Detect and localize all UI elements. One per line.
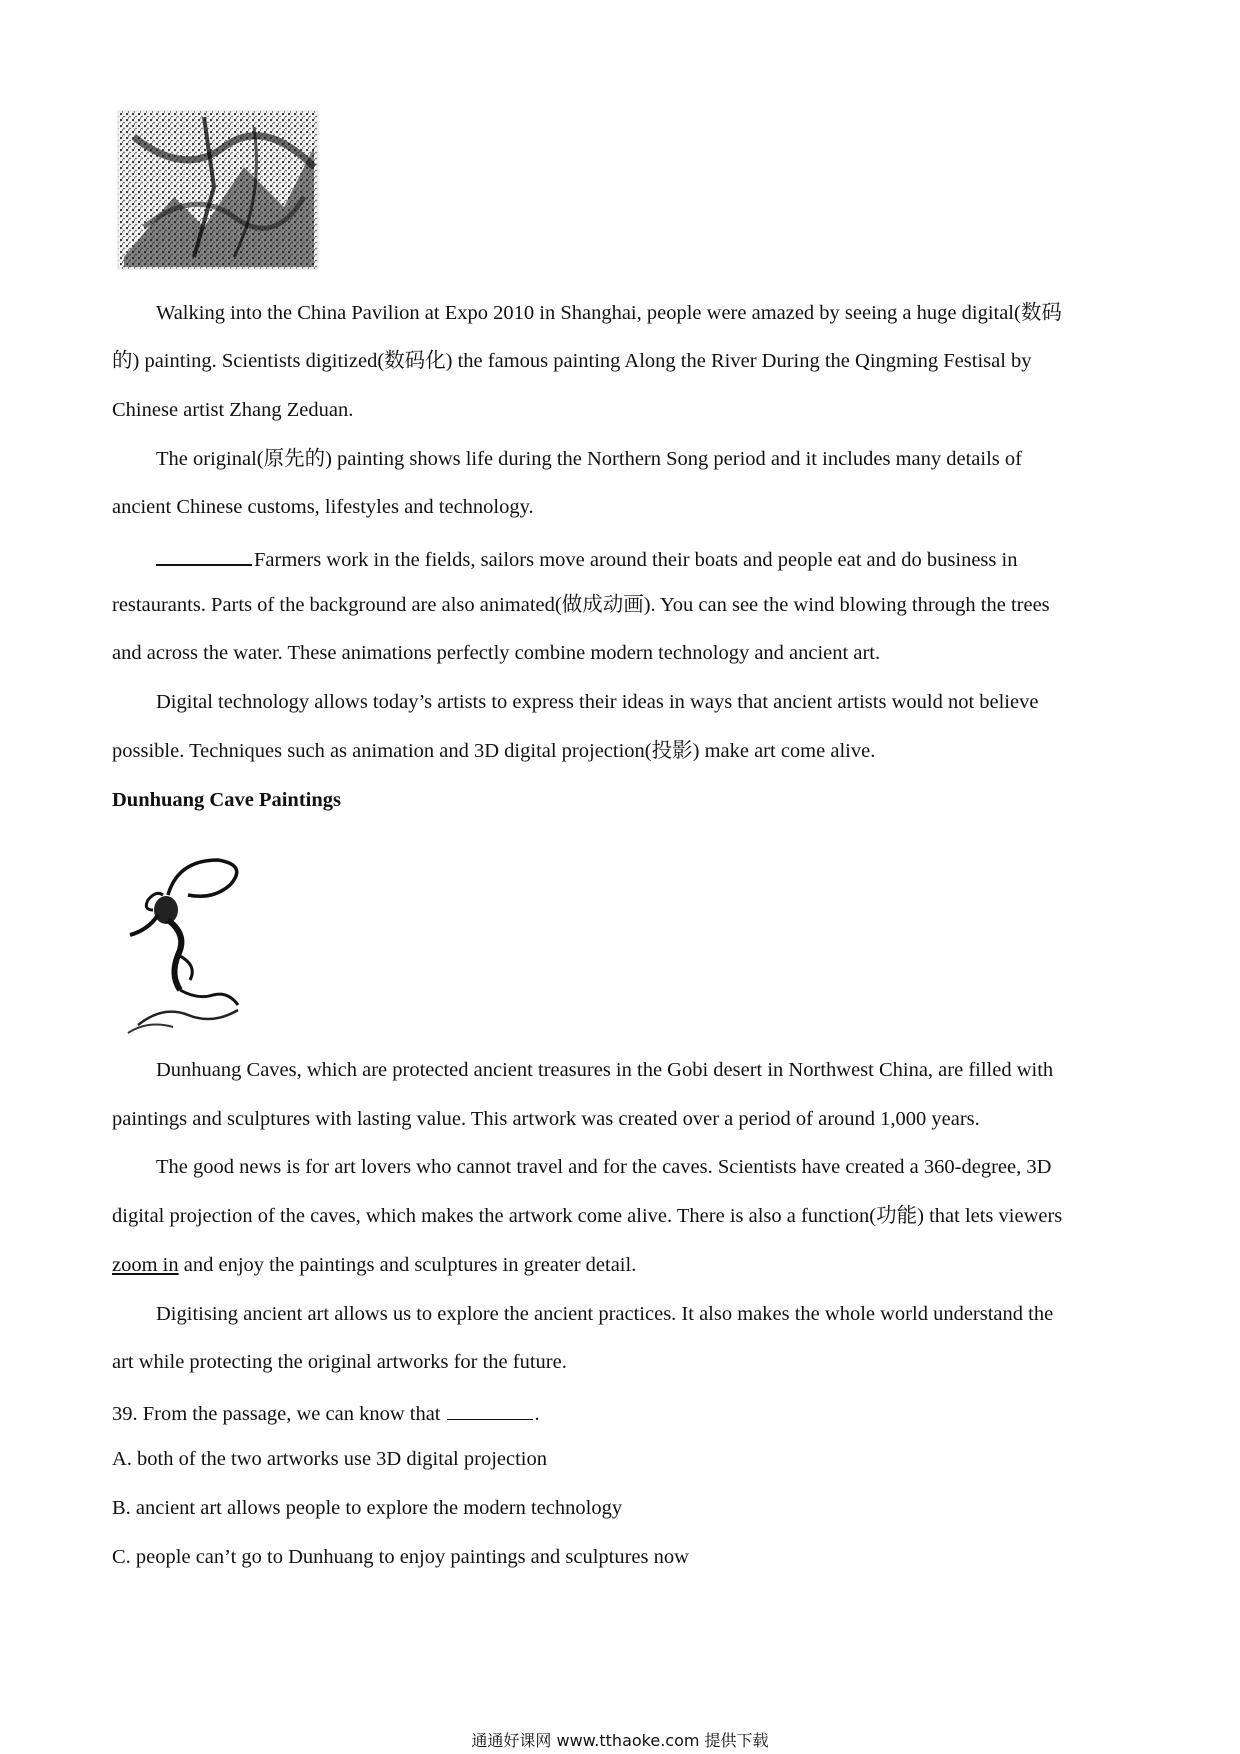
footer-text: 通通好课网 www.tthaoke.com 提供下载 xyxy=(471,1731,769,1750)
p7-line-1: Digitising ancient art allows us to explore the ancient practices. It also makes the whole world understand the xyxy=(156,1303,1054,1325)
p2-line-2: ancient Chinese customs, lifestyles and technology. xyxy=(112,496,534,518)
underlined-phrase: zoom in xyxy=(112,1254,179,1276)
section-heading: Dunhuang Cave Paintings xyxy=(112,789,341,811)
p3-line-3: and across the water. These animations perfectly combine modern technology and ancient art. xyxy=(112,642,881,664)
qingming-painting-image xyxy=(114,107,324,277)
p7-line-2: art while protecting the original artworks for the future. xyxy=(112,1351,567,1373)
p1-line-1: Walking into the China Pavilion at Expo 2010 in Shanghai, people were amazed by seeing a huge digital(数码 xyxy=(156,302,1062,324)
question-blank xyxy=(447,1401,533,1420)
p6-line-1: The good news is for art lovers who cannot travel and for the caves. Scientists have created a 360-degree, 3D xyxy=(156,1156,1052,1178)
p6-line-2: digital projection of the caves, which makes the artwork come alive. There is also a function(功能) that lets viewers xyxy=(112,1205,1063,1227)
option-a: A. both of the two artworks use 3D digital projection xyxy=(112,1448,547,1470)
option-b: B. ancient art allows people to explore the modern technology xyxy=(112,1497,623,1519)
p5-line-1: Dunhuang Caves, which are protected ancient treasures in the Gobi desert in Northwest China, are filled with xyxy=(156,1059,1054,1081)
p1-line-2: 的) painting. Scientists digitized(数码化) the famous painting Along the River During the Qingming Festisal by xyxy=(112,350,1032,372)
apsaras-image xyxy=(118,855,258,1035)
p4-line-1: Digital technology allows today’s artists to express their ideas in ways that ancient artists would not believe xyxy=(156,691,1039,713)
option-c: C. people can’t go to Dunhuang to enjoy paintings and sculptures now xyxy=(112,1546,689,1568)
p3-line-2: restaurants. Parts of the background are also animated(做成动画). You can see the wind blowing through the trees xyxy=(112,594,1050,616)
p6-line-3: zoom in and enjoy the paintings and sculptures in greater detail. xyxy=(112,1254,637,1276)
p5-line-2: paintings and sculptures with lasting value. This artwork was created over a period of around 1,000 years. xyxy=(112,1108,980,1130)
answer-blank xyxy=(156,546,252,566)
p3-line-1: Farmers work in the fields, sailors move around their boats and people eat and do business in xyxy=(156,546,1017,571)
p4-line-2: possible. Techniques such as animation and 3D digital projection(投影) make art come alive. xyxy=(112,740,876,762)
question-stem: 39. From the passage, we can know that . xyxy=(112,1403,540,1425)
p2-line-1: The original(原先的) painting shows life during the Northern Song period and it includes many details of xyxy=(156,448,1022,470)
p1-line-3: Chinese artist Zhang Zeduan. xyxy=(112,399,354,421)
